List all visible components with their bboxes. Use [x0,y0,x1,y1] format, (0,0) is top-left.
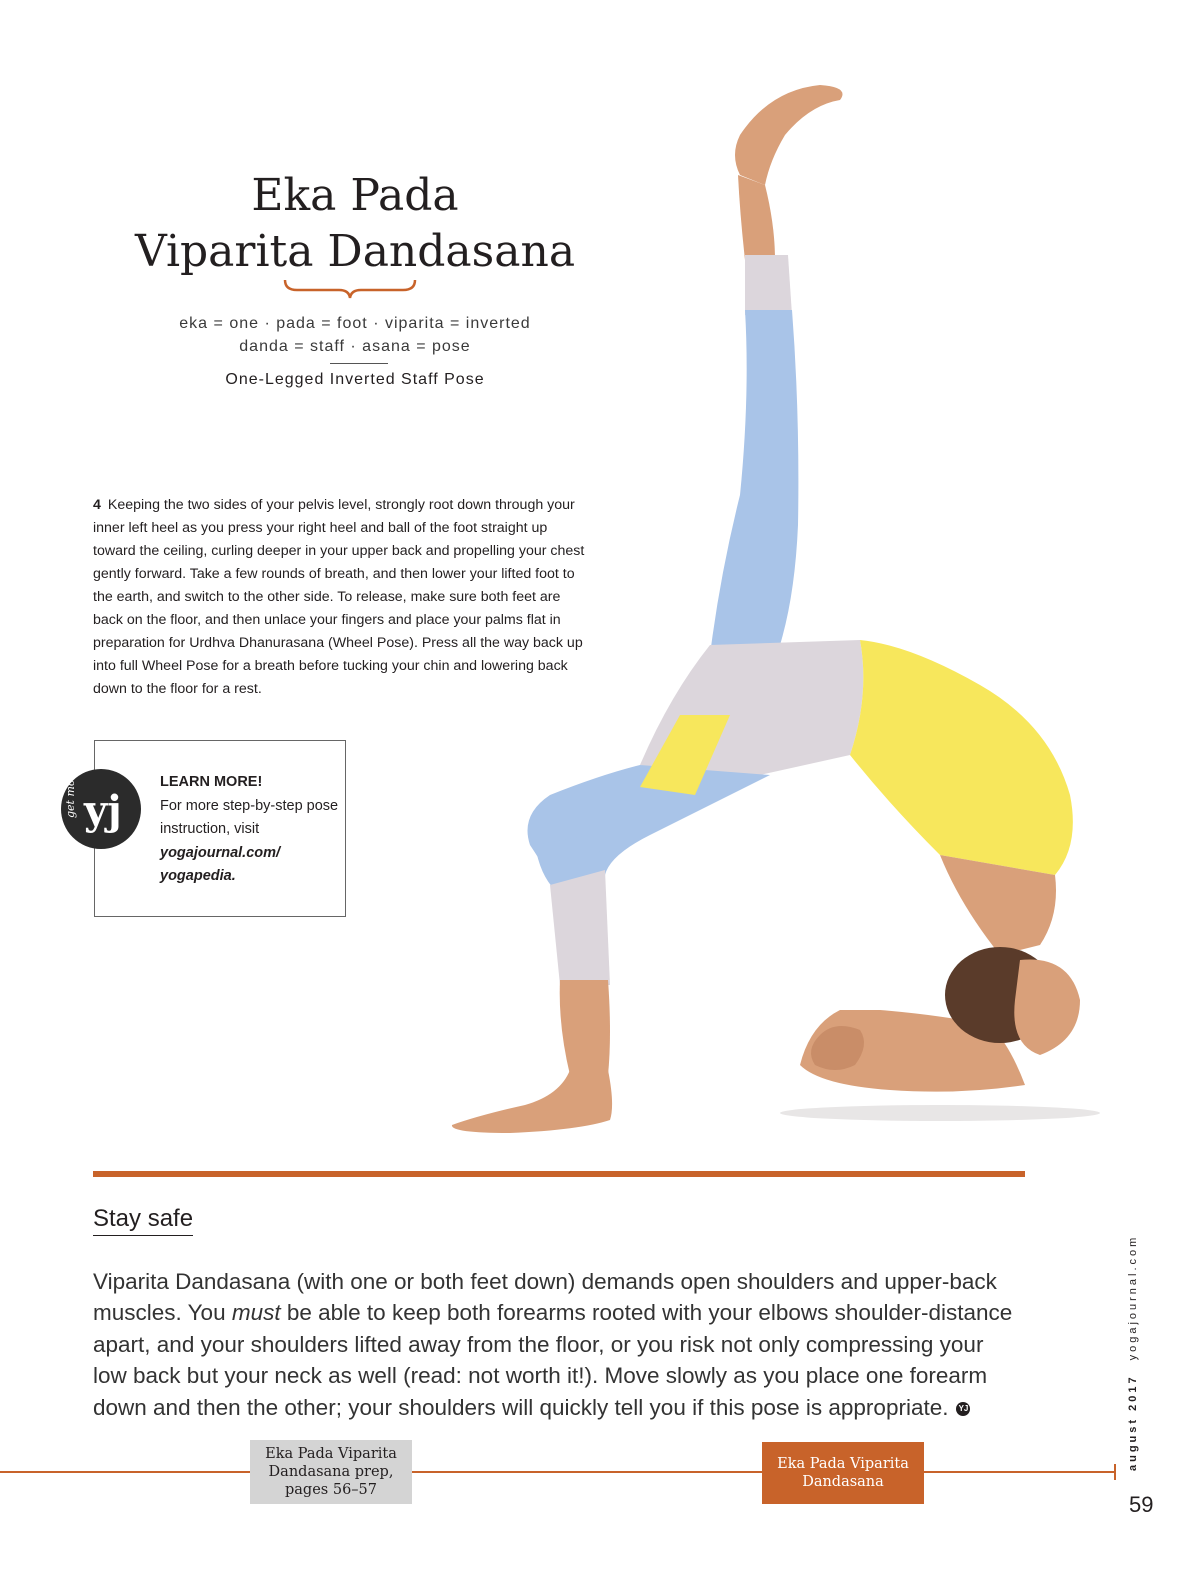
shin-panel [550,870,610,985]
stay-safe-heading: Stay safe [93,1205,193,1236]
end-mark-icon: YJ [956,1402,970,1416]
page-number: 59 [1129,1492,1154,1517]
section-divider [93,1171,1025,1177]
raised-leg-upper [710,310,798,655]
step-number: 4 [93,497,101,514]
stay-safe-text: Viparita Dandasana (with one or both feet down) demands open shoulders and upper-back muscles. You must be able to keep both forearms rooted with your elbows shoulder-distance apart, and your shoulders lifted away from the floor, or you risk not only compressing your low back but your neck as well (read: not worth it!). Move slowly as you place one forearm down and then the other; your shoulders will quickly tell you if this pose is appropriate. YJ [93,1268,1013,1420]
pose-title-line2: Viparita Dandasana [134,226,576,277]
pose-nav-end-cap [1114,1464,1116,1480]
standing-foot [452,1070,612,1133]
learn-more-heading: LEARN MORE! [160,774,263,790]
etymology-divider [330,363,388,364]
nav-tab-previous[interactable]: Eka Pada Viparita Dandasana prep, pages 56–57 [250,1440,412,1504]
floor-shadow [780,1105,1100,1121]
issue-date: august 2017 [1127,1374,1139,1471]
yj-logo-big-text: yj [84,787,122,834]
pose-nav-line [0,1471,1116,1473]
standing-calf [560,980,610,1075]
raised-calf [738,175,775,260]
etymology-line1: eka = one · pada = foot · viparita = inverted [179,315,531,332]
folio-side-text [1127,1234,1147,1471]
yellow-top [850,640,1073,875]
etymology-line2: danda = staff · asana = pose [239,338,471,355]
raised-leg-lower [745,255,792,315]
emphasis-word: must [231,1300,281,1325]
raised-foot [735,85,843,185]
pose-photo [440,75,1100,1145]
face [1014,960,1080,1056]
brace-ornament [283,278,417,300]
yj-logo-small-text: get more [64,768,77,818]
learn-more-link[interactable]: yogajournal.com/ yogapedia. [160,844,281,884]
yj-logo-icon [60,768,142,850]
english-name: One-Legged Inverted Staff Pose [225,371,485,388]
learn-more-body: For more step-by-step pose instruction, visit [160,797,339,837]
nav-tab-current[interactable]: Eka Pada Viparita Dandasana [762,1442,924,1504]
step-text: Keeping the two sides of your pelvis level, strongly root down through your inner left heel as you press your right heel and ball of the foot straight up toward the ceiling, curling deeper in your upper back and propelling your chest gently forward. Take a few rounds of breath, and then lower your lifted foot to the earth, and switch to the other side. To release, make sure both feet are back on the floor, and then unlace your fingers and place your palms flat in preparation for Urdhva Dhanurasana (Wheel Pose). Press all the way back up into full Wheel Pose for a breath before tucking your chin and lowering back down to the floor for a rest. [93,497,585,698]
pose-title-line1: Eka Pada [251,170,459,221]
learn-more-text [160,771,340,889]
site-url: yogajournal.com [1127,1234,1139,1361]
